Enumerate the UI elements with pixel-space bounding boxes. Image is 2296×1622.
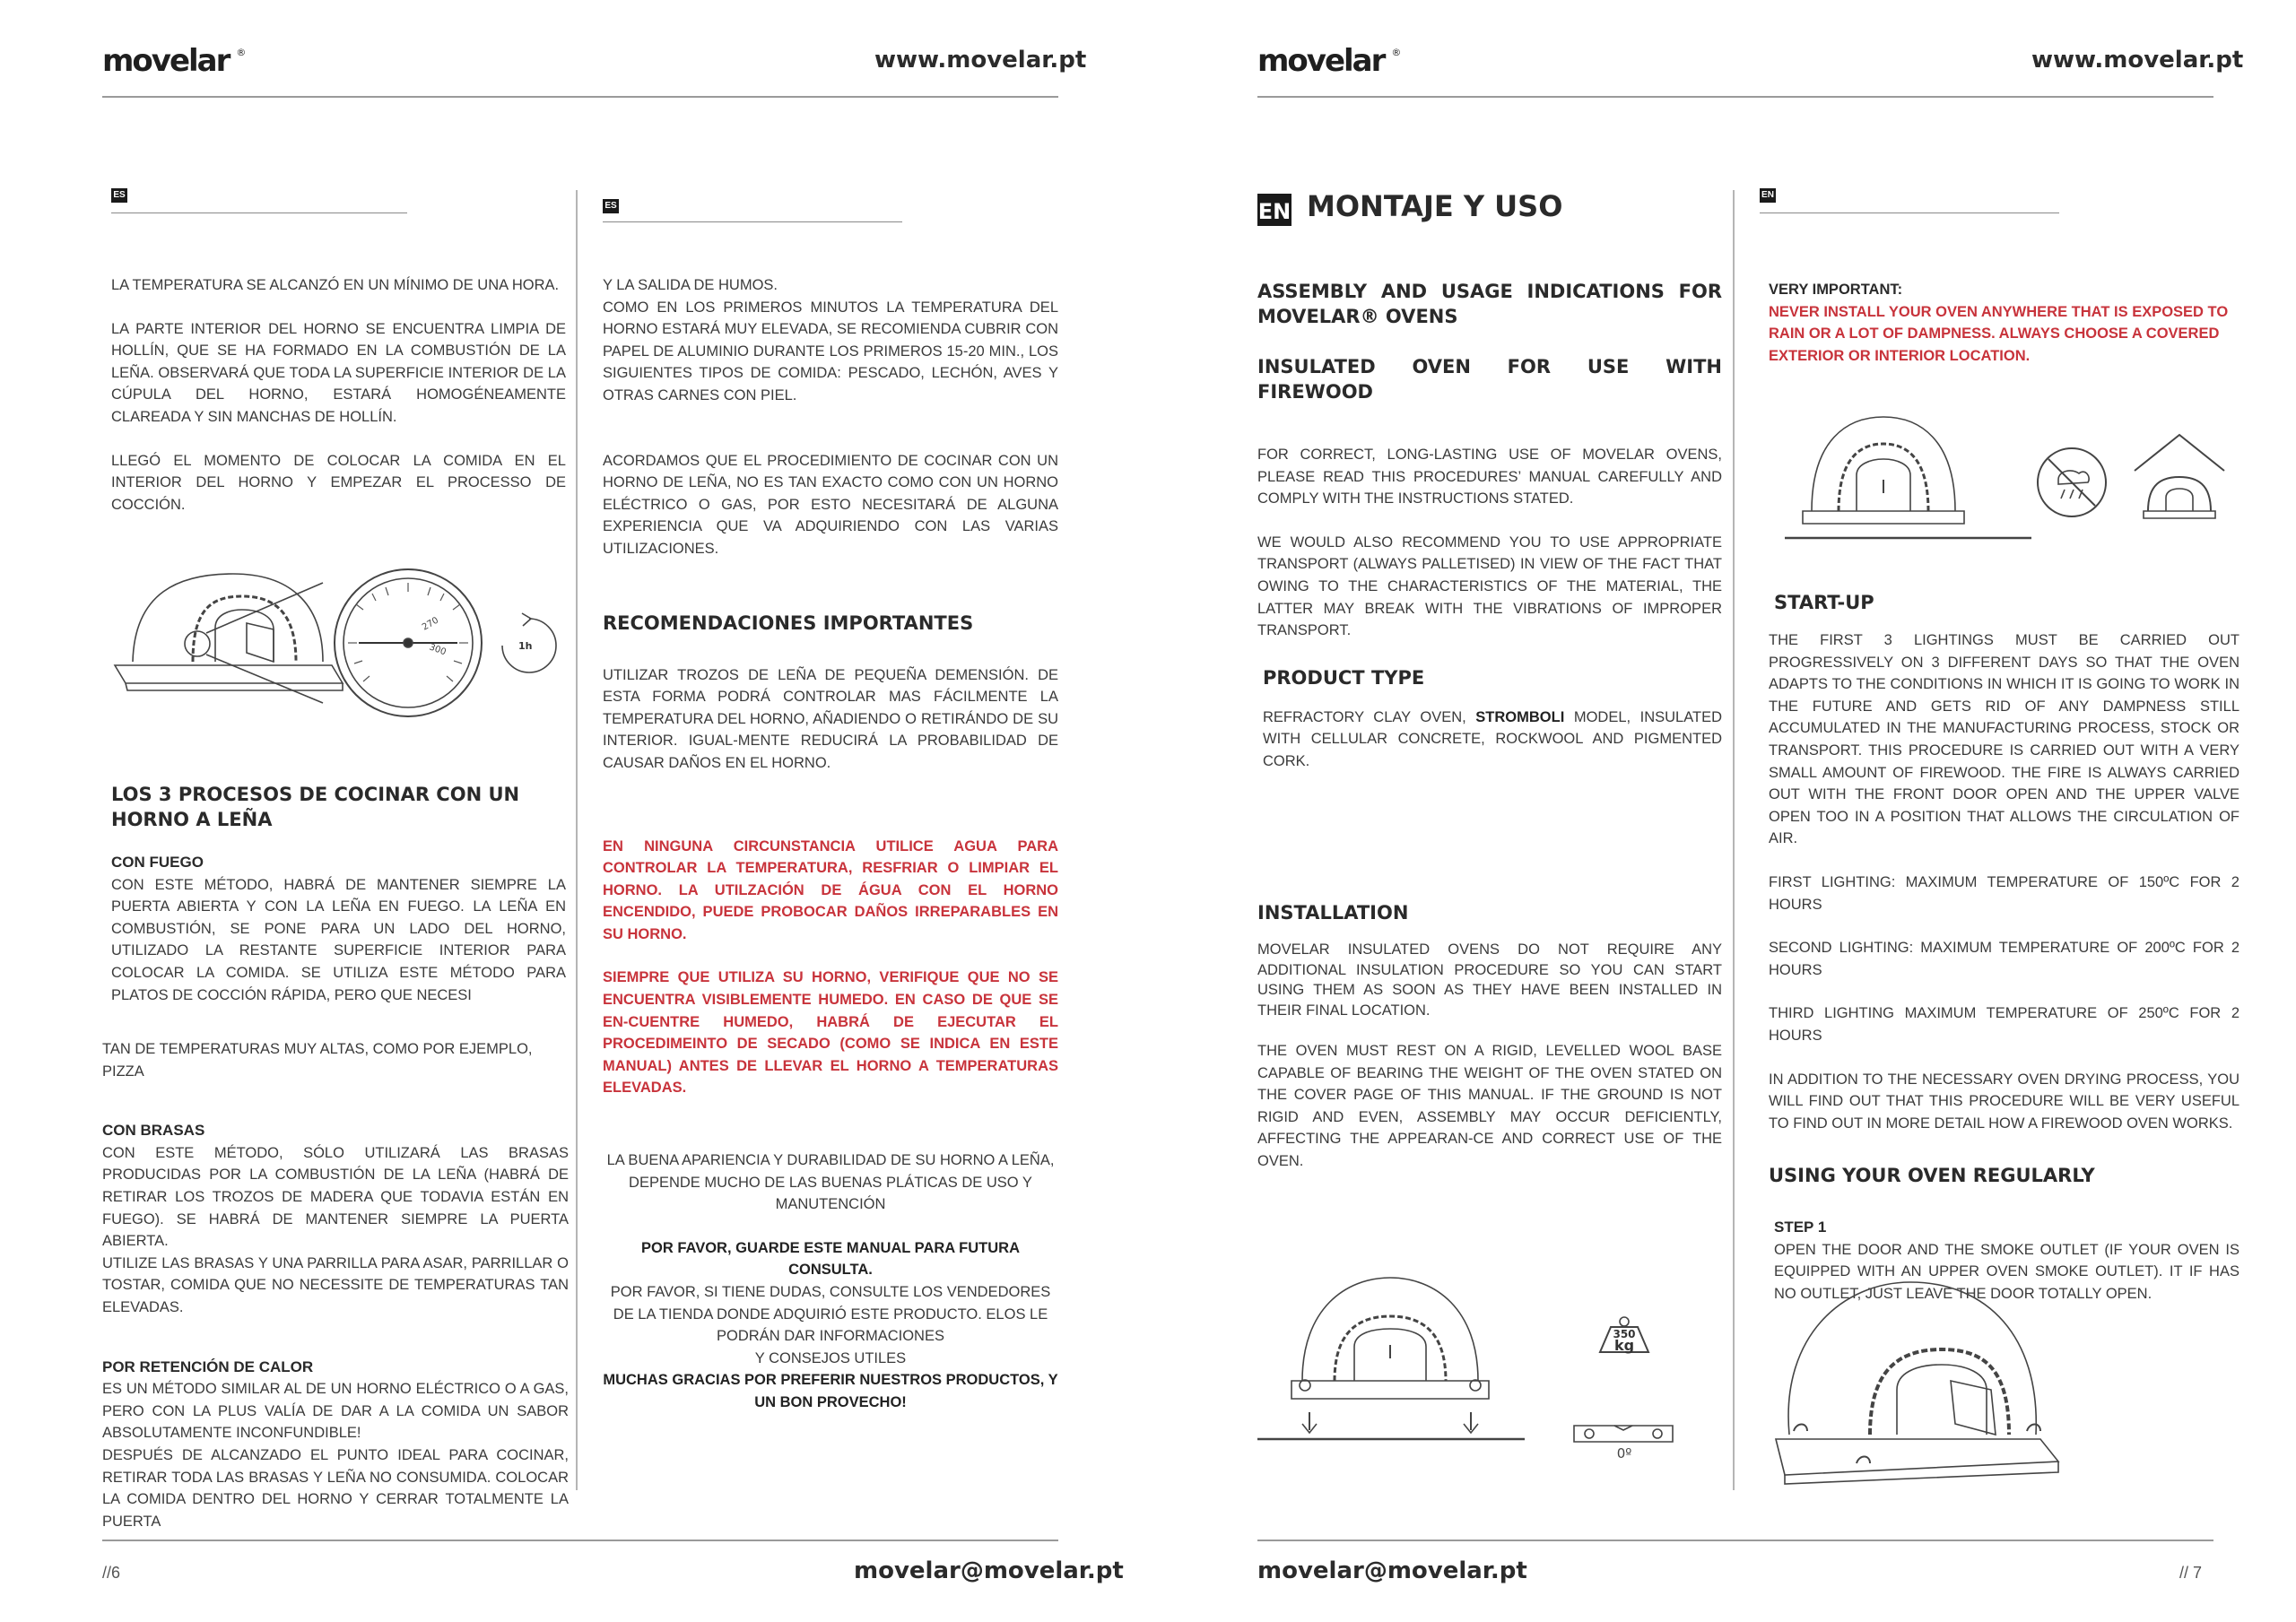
- weight-value: 350: [1613, 1328, 1636, 1340]
- lang-tag-es: ES: [603, 199, 619, 213]
- website-left[interactable]: www.movelar.pt: [874, 47, 1087, 74]
- warning-text: EN NINGUNA CIRCUNSTANCIA UTILICE AGUA PARA CONTROLAR LA TEMPERATURA, RESFRIAR O LIMPIAR EL HORNO. LA UTILZACIÓN DE ÁGUA CON EL HORNO ENCENDIDO, PUEDE PROBOCAR DAÑOS IRREPARABLES EN SU HORNO.: [603, 837, 1058, 942]
- gauge-label-270: 270: [421, 615, 441, 633]
- paragraph: OPEN THE DOOR AND THE SMOKE OUTLET (IF YOUR OVEN IS EQUIPPED WITH AN UPPER OVEN SMOKE OUTLET). IT IF HAS NO OUTLET, JUST LEAVE THE DOOR TOTALLY OPEN.: [1774, 1241, 2239, 1303]
- page-number-right: // 7: [2179, 1564, 2203, 1582]
- header-rule-left: [102, 96, 1058, 98]
- model-name: STROMBOLI: [1475, 708, 1565, 725]
- left-col1-processes: [111, 782, 566, 1006]
- paragraph: SECOND LIGHTING: MAXIMUM TEMPERATURE OF 200ºC FOR 2 HOURS: [1769, 940, 2239, 978]
- header-rule-right: [1257, 96, 2213, 98]
- page-title: MONTAJE Y USO: [1307, 189, 1563, 223]
- timer-label: 1h: [518, 640, 533, 652]
- paragraph: ES UN MÉTODO SIMILAR AL DE UN HORNO ELÉCTRICO O A GAS, PERO CON LA PLUS VALÍA DE DAR A LA COMIDA UN SABOR ABSOLUTAMENTE INCONFUNDIBLE!: [102, 1381, 569, 1442]
- right-col1: [1257, 279, 1722, 773]
- paragraph: LA PARTE INTERIOR DEL HORNO SE ENCUENTRA LIMPIA DE HOLLÍN, QUE SE HA FORMADO EN LA COMBUSTIÓN DE LA LEÑA. OBSERVARÁ QUE TODA LA SUPERFICIE INTERIOR DE LA CÚPULA DEL HORNO, ESTARÁ HOMOGÉNEAMENTE CLAREADA Y SIN MANCHAS DE HOLLÍN.: [111, 320, 566, 425]
- footer-rule-left: [102, 1540, 1058, 1541]
- oven-thermometer-illustration: [108, 556, 574, 717]
- footer-rule-right: [1257, 1540, 2213, 1541]
- tag-underline: [603, 221, 902, 222]
- paragraph: Y LA SALIDA DE HUMOS.: [603, 277, 778, 293]
- paragraph: CON ESTE MÉTODO, HABRÁ DE MANTENER SIEMPRE LA PUERTA ABIERTA Y CON LA LEÑA EN FUEGO. LA LEÑA EN COMBUSTIÓN, SE PONE PARA UN LADO DEL HORNO, UTILIZADO LA RESTANTE SUPERFICIE INTERIOR PARA COLOCAR LA COMIDA. SE UTILIZA ESTE MÉTODO PARA PLATOS DE COCCIÓN RÁPIDA, PERO QUE NECESI: [111, 876, 566, 1003]
- location-illustration: [1776, 403, 2197, 547]
- section-heading: INSTALLATION: [1257, 902, 1409, 924]
- right-col1-installation: [1257, 900, 1722, 1173]
- section-heading: LOS 3 PROCESOS DE COCINAR CON UN HORNO A LEÑA: [111, 784, 520, 830]
- keep-manual-note: POR FAVOR, GUARDE ESTE MANUAL PARA FUTURA CONSULTA.: [641, 1239, 1020, 1279]
- section-heading: RECOMENDACIONES IMPORTANTES: [603, 612, 974, 634]
- left-col1-top: [111, 274, 566, 516]
- paragraph: CON ESTE MÉTODO, SÓLO UTILIZARÁ LAS BRASAS PRODUCIDAS POR LA COMBUSTIÓN DE LA LEÑA (HABRÁ DE RETIRAR LOS TROZOS DE MADERA QUE TODAVIA ESTÁN EN FUEGO). SE HABRÁ DE MANTENER SIEMPRE LA PUERTA ABIERTA.: [102, 1144, 569, 1250]
- column-divider-right: [1733, 190, 1735, 1490]
- website-right[interactable]: www.movelar.pt: [2031, 47, 2244, 74]
- page-number-left: //6: [102, 1564, 121, 1582]
- subheading: CON BRASAS: [102, 1122, 205, 1140]
- warning-text: SIEMPRE QUE UTILIZA SU HORNO, VERIFIQUE QUE NO SE ENCUENTRA VISIBLEMENTE HUMEDO. EN CASO DE QUE SE EN-CUENTRE HUMEDO, HABRÁ DE EJECUTAR EL PROCEDIMEINTO DE SECADO (COMO SE INDICA EN ESTE MANUAL) ANTES DE LLEVAR EL HORNO A TEMPERATURAS ELEVADAS.: [603, 969, 1058, 1097]
- column-divider-left: [576, 190, 578, 1490]
- left-col2: [603, 274, 1058, 1099]
- section-heading: ASSEMBLY AND USAGE INDICATIONS FOR MOVELAR® OVENS: [1257, 281, 1722, 327]
- brand-logo-left: movelar ®: [102, 43, 247, 79]
- thanks-note: MUCHAS GRACIAS POR PREFERIR NUESTROS PRODUCTOS, Y UN BON PROVECHO!: [603, 1372, 1058, 1410]
- paragraph: WE WOULD ALSO RECOMMEND YOU TO USE APPROPRIATE TRANSPORT (ALWAYS PALLETISED) IN VIEW OF THE FACT THAT OWING TO THE CHARACTERISTICS OF THE MATERIAL, THE LATTER MAY BREAK WITH THE VIBRATIONS OF IMPROPER TRANSPORT.: [1257, 533, 1722, 639]
- level-label: 0º: [1616, 1445, 1632, 1462]
- paragraph: COMO EN LOS PRIMEROS MINUTOS LA TEMPERATURA DEL HORNO ESTARÁ MUY ELEVADA, SE RECOMIENDA CUBRIR CON PAPEL DE ALUMINIO DURANTE LOS PRIMEROS 15-20 MIN., LOS SIGUIENTES TIPOS DE COMIDA: PESCADO, LECHÓN, AVES Y OTRAS CARNES CON PIEL.: [603, 299, 1058, 403]
- paragraph: LA TEMPERATURA SE ALCANZÓ EN UN MÍNIMO DE UNA HORA.: [111, 277, 560, 293]
- section-heading: USING YOUR OVEN REGULARLY: [1769, 1165, 2095, 1187]
- paragraph: Y CONSEJOS UTILES: [754, 1349, 907, 1366]
- email-left[interactable]: movelar@movelar.pt: [854, 1557, 1124, 1584]
- paragraph: FOR CORRECT, LONG-LASTING USE OF MOVELAR OVENS, PLEASE READ THIS PROCEDURES’ MANUAL CAREFULLY AND COMPLY WITH THE INSTRUCTIONS STATED.: [1257, 447, 1722, 507]
- section-heading: INSULATED OVEN FOR USE WITH FIREWOOD: [1257, 356, 1722, 403]
- subheading: POR RETENCIÓN DE CALOR: [102, 1357, 314, 1375]
- right-col2-top: [1769, 279, 2239, 367]
- paragraph: TAN DE TEMPERATURAS MUY ALTAS, COMO POR EJEMPLO, PIZZA: [102, 1041, 533, 1080]
- paragraph: LA BUENA APARIENCIA Y DURABILIDAD DE SU HORNO A LEÑA, DEPENDE MUCHO DE LAS BUENAS PLÁTICAS DE USO Y MANUTENCIÓN: [606, 1152, 1055, 1213]
- paragraph: ACORDAMOS QUE EL PROCEDIMIENTO DE COCINAR CON UN HORNO DE LEÑA, NO ES TAN EXACTO COMO CON UN HORNO ELÉCTRICO O GAS, POR ESTO NECESITARÁ DE ALGUNA EXPERIENCIA QUE VA ADQUIRIENDO CON LAS VARIAS UTILIZACIONES.: [603, 452, 1058, 557]
- product-type-text: REFRACTORY CLAY OVEN, STROMBOLI MODEL, INSULATED WITH CELLULAR CONCRETE, ROCKWOOL AND PIGMENTED CORK.: [1263, 708, 1722, 769]
- installation-illustration: [1256, 1246, 1722, 1462]
- gauge-label-300: 300: [427, 642, 448, 658]
- left-col2-closing: [603, 1149, 1058, 1414]
- right-col2-startup: [1769, 590, 2239, 1305]
- paragraph: UTILIZE LAS BRASAS Y UNA PARRILLA PARA ASAR, PARRILLAR O TOSTAR, COMIDA QUE NO NECESSITE DE TEMPERATURAS TAN ELEVADAS.: [102, 1254, 569, 1315]
- oven-door-open-illustration: [1771, 1264, 2076, 1497]
- paragraph: UTILIZAR TROZOS DE LEÑA DE PEQUEÑA DEMENSIÓN. DE ESTA FORMA PODRÁ CONTROLAR MAS FÁCILMENTE LA TEMPERATURA DEL HORNO, AÑADIENDO O RETIRÁNDO DE SU INTERIOR. IGUAL-MENTE REDUCIRÁ LA PROBABILIDAD DE CAUSAR DAÑOS EN EL HORNO.: [603, 666, 1058, 771]
- paragraph: THE OVEN MUST REST ON A RIGID, LEVELLED WOOL BASE CAPABLE OF BEARING THE WEIGHT OF THE OVEN STATED ON THE COVER PAGE OF THIS MANUAL. IF THE GROUND IS NOT RIGID AND EVEN, ASSEMBLY MAY OCCUR DEFICIENTLY, AFFECTING THE APPEARAN-CE AND CORRECT USE OF THE OVEN.: [1257, 1043, 1722, 1169]
- paragraph: FIRST LIGHTING: MAXIMUM TEMPERATURE OF 150ºC FOR 2 HOURS: [1769, 873, 2239, 913]
- paragraph: IN ADDITION TO THE NECESSARY OVEN DRYING PROCESS, YOU WILL FIND OUT THAT THIS PROCEDURE WILL BE VERY USEFUL TO FIND OUT IN MORE DETAIL HOW A FIREWOOD OVEN WORKS.: [1769, 1071, 2239, 1132]
- left-col1-continued: [102, 1038, 569, 1532]
- paragraph: MOVELAR INSULATED OVENS DO NOT REQUIRE ANY ADDITIONAL INSULATION PROCEDURE SO YOU CAN START USING THEM AS SOON AS THEY HAVE BEEN INSTALLED IN THEIR FINAL LOCATION.: [1257, 941, 1722, 1019]
- section-heading: PRODUCT TYPE: [1263, 666, 1425, 689]
- subheading: CON FUEGO: [111, 854, 204, 871]
- subheading: STEP 1: [1774, 1219, 1827, 1236]
- paragraph: DESPUÉS DE ALCANZADO EL PUNTO IDEAL PARA COCINAR, RETIRAR TODA LAS BRASAS Y LEÑA NO CONSUMIDA. COLOCAR LA COMIDA DENTRO DEL HORNO Y CERRAR TOTALMENTE LA PUERTA: [102, 1446, 569, 1530]
- paragraph: THIRD LIGHTING MAXIMUM TEMPERATURE OF 250ºC FOR 2 HOURS: [1769, 1005, 2239, 1044]
- email-right[interactable]: movelar@movelar.pt: [1257, 1557, 1527, 1584]
- section-heading: START-UP: [1774, 592, 1874, 613]
- paragraph: POR FAVOR, SI TIENE DUDAS, CONSULTE LOS VENDEDORES DE LA TIENDA DONDE ADQUIRIÓ ESTE PRODUCTO. ELOS LE PODRÁN DAR INFORMACIONES: [610, 1283, 1051, 1345]
- warning-text: NEVER INSTALL YOUR OVEN ANYWHERE THAT IS EXPOSED TO RAIN OR A LOT OF DAMPNESS. ALWAYS CHOOSE A COVERED EXTERIOR OR INTERIOR LOCATION.: [1769, 303, 2229, 364]
- lang-tag-es: ES: [111, 188, 127, 203]
- paragraph: LLEGÓ EL MOMENTO DE COLOCAR LA COMIDA EN EL INTERIOR DEL HORNO Y EMPEZAR EL PROCESSO DE COCCIÓN.: [111, 452, 566, 513]
- weight-unit: kg: [1613, 1337, 1635, 1354]
- lang-badge-en: EN: [1257, 194, 1292, 226]
- lang-tag-en: EN: [1760, 188, 1776, 203]
- very-important-label: VERY IMPORTANT:: [1769, 282, 1903, 298]
- paragraph: THE FIRST 3 LIGHTINGS MUST BE CARRIED OUT PROGRESSIVELY ON 3 DIFFERENT DAYS SO THAT THE OVEN ADAPTS TO THE CONDITIONS IN WHICH IT IS GOING TO WORK IN THE FUTURE AND GETS RID OF ANY DAMPNESS STILL ACCUMULATED IN THE MANUFACTURING PROCESS, STOCK OR TRANSPORT. THIS PROCEDURE IS CARRIED OUT WITH A VERY SMALL AMOUNT OF FIREWOOD. THE FIRE IS ALWAYS CARRIED OUT WITH THE FRONT DOOR OPEN AND THE UPPER VALVE OPEN TOO IN A POSITION THAT ALLOWS THE CIRCULATION OF AIR.: [1769, 632, 2239, 847]
- brand-logo-right: movelar ®: [1257, 43, 1402, 79]
